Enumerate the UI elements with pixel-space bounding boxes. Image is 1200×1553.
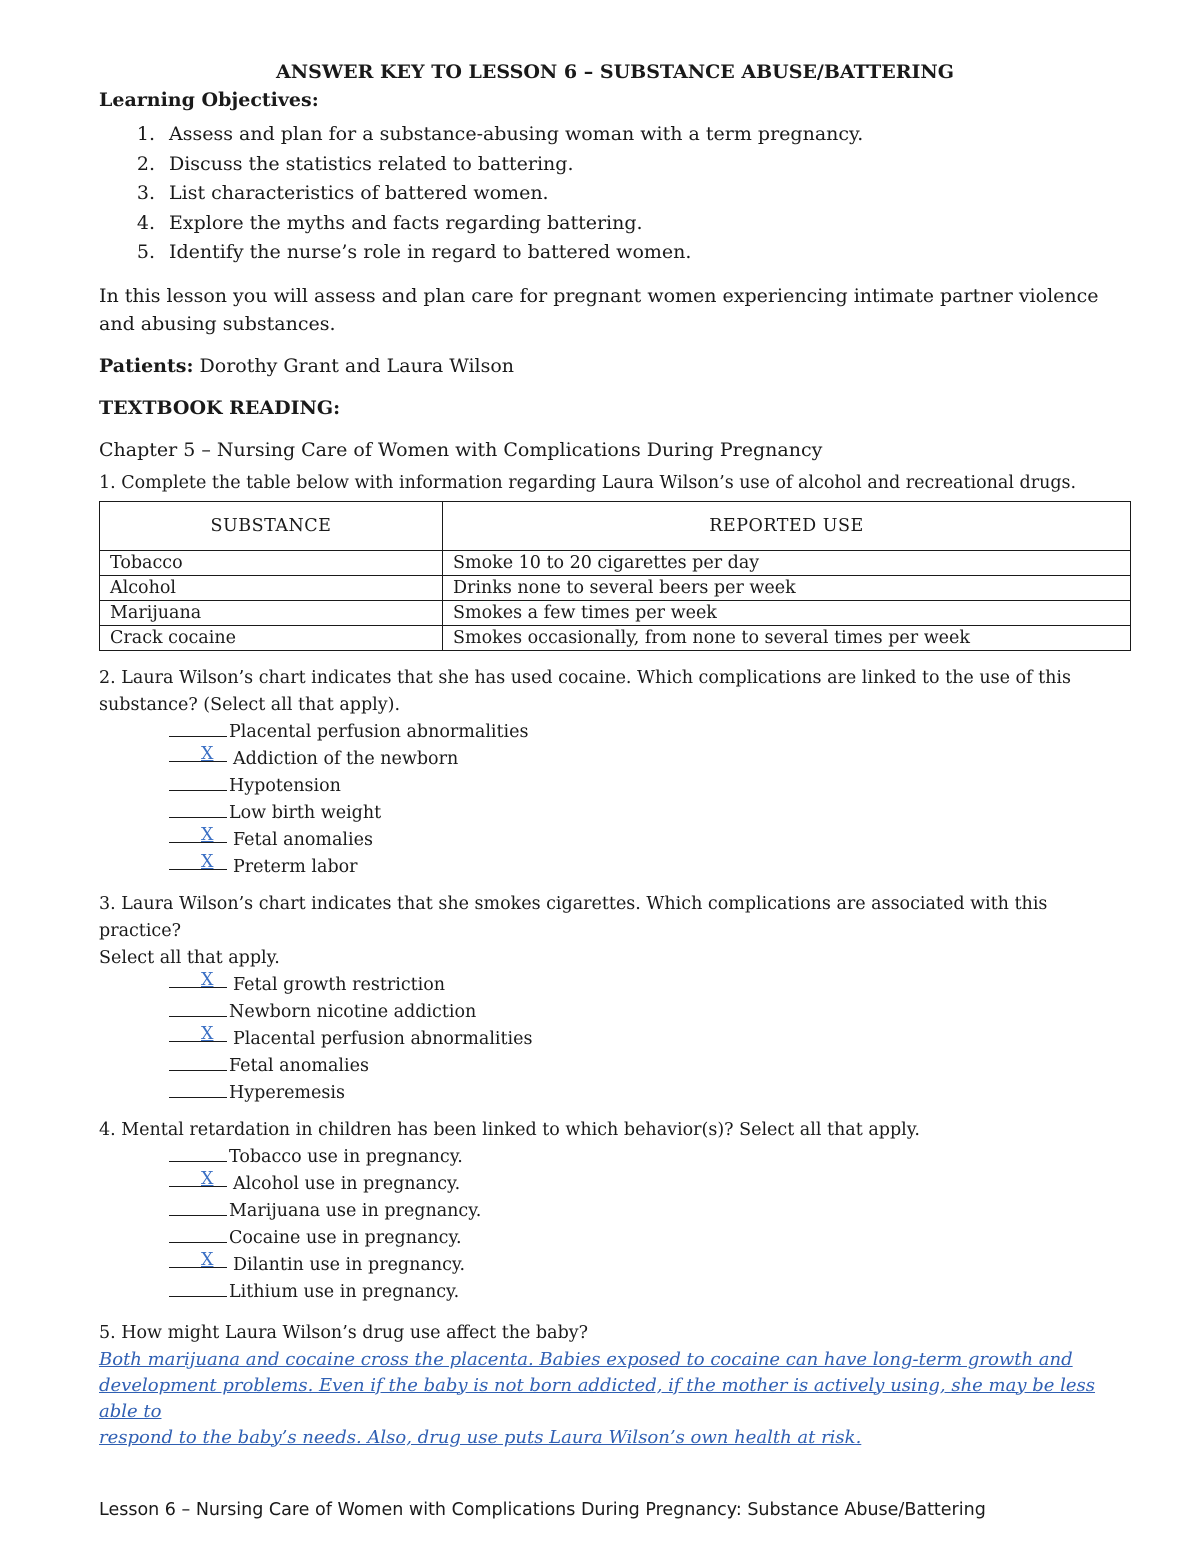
answer-option	[169, 1053, 1131, 1080]
document-page	[99, 58, 1131, 1451]
patients-line: Patients: Dorothy Grant and Laura Wilson	[99, 354, 515, 377]
question-4-line-1: 4. Mental retardation in children has been linked to which behavior(s)? Select all that apply.	[99, 1119, 920, 1140]
answer-checkmark: X	[169, 1026, 227, 1044]
objectives-list	[99, 120, 1131, 268]
answer-blank	[169, 1002, 227, 1017]
objective-item: 5. Identify the nurse’s role in regard to battered women.	[136, 241, 692, 263]
substance-table	[99, 501, 1131, 651]
answer-option	[169, 999, 1131, 1026]
table-header-substance: SUBSTANCE	[100, 501, 443, 550]
objective-item: 2. Discuss the statistics related to battering.	[136, 152, 574, 175]
answer-checkmark: X	[169, 746, 227, 764]
answer-checkmark: X	[169, 1171, 227, 1189]
question-2-line-1: 2. Laura Wilson’s chart indicates that she has used cocaine. Which complications are linked to the use of this	[99, 667, 1071, 688]
answer-option	[169, 1080, 1131, 1107]
table-row: Alcohol Drinks none to several beers per week	[100, 575, 1131, 600]
option-label: Low birth weight	[229, 802, 382, 823]
answer-blank	[169, 1083, 227, 1098]
option-label: Fetal growth restriction	[233, 974, 446, 995]
answer-blank	[169, 1147, 227, 1162]
answer-option	[169, 719, 1131, 746]
answer-option	[169, 1279, 1131, 1306]
answer-line: respond to the baby’s needs. Also, drug use puts Laura Wilson’s own health at risk.	[99, 1426, 862, 1448]
answer-option	[169, 743, 1131, 773]
answer-blank	[169, 776, 227, 791]
answer-blank	[169, 722, 227, 737]
option-label: Fetal anomalies	[233, 829, 373, 850]
table-row: Tobacco Smoke 10 to 20 cigarettes per day	[100, 550, 1131, 575]
question-1: 1. Complete the table below with information regarding Laura Wilson’s use of alcohol and recreational drugs.	[99, 472, 1077, 493]
option-label: Tobacco use in pregnancy.	[229, 1146, 463, 1167]
objective-item: 4. Explore the myths and facts regarding battering.	[136, 211, 643, 234]
question-4-options	[99, 1144, 1131, 1306]
answer-option	[169, 824, 1131, 854]
answer-blank	[169, 1228, 227, 1243]
option-label: Newborn nicotine addiction	[229, 1001, 477, 1022]
question-3-options	[99, 969, 1131, 1107]
option-label: Dilantin use in pregnancy.	[233, 1254, 466, 1275]
page-footer: Lesson 6 – Nursing Care of Women with Complications During Pregnancy: Substance Abuse/Battering	[99, 1500, 986, 1520]
question-3-line-2: Select all that apply.	[99, 947, 280, 968]
answer-checkmark: X	[169, 854, 227, 872]
answer-blank	[169, 1282, 227, 1297]
answer-option	[169, 1023, 1131, 1053]
table-row: Marijuana Smokes a few times per week	[100, 600, 1131, 625]
question-2-options	[99, 719, 1131, 881]
answer-blank	[169, 1201, 227, 1216]
table-header-reported-use: REPORTED USE	[443, 501, 1131, 550]
option-label: Placental perfusion abnormalities	[233, 1028, 533, 1049]
option-label: Alcohol use in pregnancy.	[233, 1173, 461, 1194]
option-label: Marijuana use in pregnancy.	[229, 1200, 482, 1221]
option-label: Preterm labor	[233, 856, 358, 877]
answer-option	[169, 773, 1131, 800]
option-label: Hyperemesis	[229, 1082, 345, 1103]
answer-checkmark: X	[169, 1252, 227, 1270]
answer-line: development problems. Even if the baby is not born addicted, if the mother is actively using, she may be less able to	[99, 1374, 1096, 1422]
option-label: Cocaine use in pregnancy.	[229, 1227, 462, 1248]
intro-paragraph: In this lesson you will assess and plan care for pregnant women experiencing intimate partner violence and abusing substances.	[99, 284, 1099, 335]
answer-blank	[169, 1056, 227, 1071]
answer-option	[169, 800, 1131, 827]
option-label: Fetal anomalies	[229, 1055, 369, 1076]
objectives-heading: Learning Objectives:	[99, 89, 319, 111]
document-title: ANSWER KEY TO LESSON 6 – SUBSTANCE ABUSE/BATTERING	[275, 61, 954, 83]
answer-option	[169, 1198, 1131, 1225]
option-label: Hypotension	[229, 775, 341, 796]
answer-checkmark: X	[169, 972, 227, 990]
option-label: Addiction of the newborn	[233, 748, 459, 769]
question-5: 5. How might Laura Wilson’s drug use affect the baby?	[99, 1322, 589, 1343]
answer-checkmark: X	[169, 827, 227, 845]
answer-option	[169, 1225, 1131, 1252]
answer-option	[169, 1144, 1131, 1171]
table-row: Crack cocaine Smokes occasionally, from none to several times per week	[100, 625, 1131, 650]
answer-line: Both marijuana and cocaine cross the placenta. Babies exposed to cocaine can have long-term growth and	[99, 1348, 1073, 1370]
answer-blank	[169, 803, 227, 818]
question-3-line-1: 3. Laura Wilson’s chart indicates that she smokes cigarettes. Which complications are associated with this practice?	[99, 893, 1048, 941]
answer-option	[169, 1249, 1131, 1279]
option-label: Lithium use in pregnancy.	[229, 1281, 460, 1302]
chapter-title: Chapter 5 – Nursing Care of Women with Complications During Pregnancy	[99, 438, 823, 461]
option-label: Placental perfusion abnormalities	[229, 721, 529, 742]
answer-option	[169, 969, 1131, 999]
question-2-line-2: substance? (Select all that apply).	[99, 694, 401, 715]
objective-item: 1. Assess and plan for a substance-abusing woman with a term pregnancy.	[136, 123, 864, 145]
answer-option	[169, 1168, 1131, 1198]
objective-item: 3. List characteristics of battered women.	[136, 182, 549, 204]
answer-option	[169, 851, 1131, 881]
textbook-heading: TEXTBOOK READING:	[99, 396, 341, 419]
